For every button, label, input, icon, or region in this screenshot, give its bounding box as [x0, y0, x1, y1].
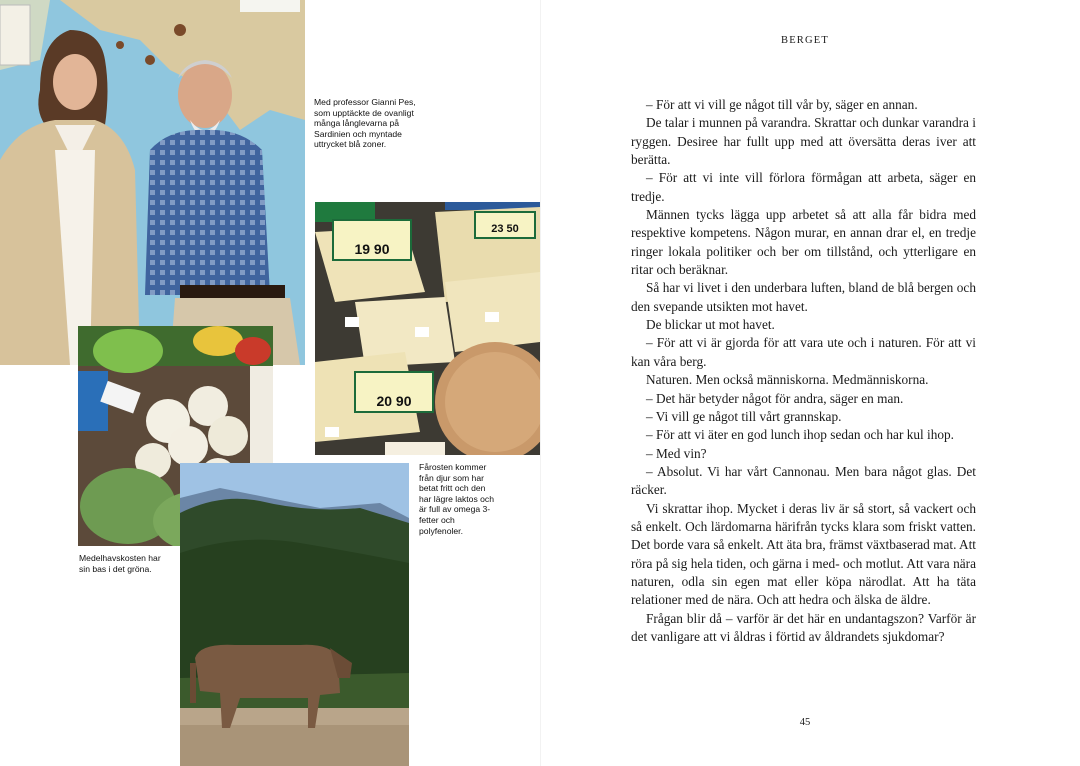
price-label: 20 90	[376, 393, 412, 409]
cheese-photo	[315, 202, 540, 455]
paragraph: Männen tycks lägga upp arbetet så att alla får bidra med respektive kompetens. Någon murar, en annan drar el, en tredje ringer lokala politiker och ber om tillstånd, och ytterligare en ritar och beräknar.	[631, 207, 976, 278]
running-head: BERGET	[780, 35, 830, 46]
paragraph: Frågan blir då – varför är det här en undantagszon? Varför är det vanligare att vi åldras i förtid av åldrandets sjukdomar?	[631, 610, 976, 644]
paragraph: Så har vi livet i den underbara luften, bland de blå bergen och den svepande utsikten mot havet.	[631, 280, 976, 314]
paragraph: – För att vi äter en god lunch ihop sedan och har kul ihop.	[646, 427, 954, 443]
mountain-cow-photo	[180, 463, 409, 766]
paragraph: – För att vi inte vill förlora förmågan att arbeta, säger en tredje.	[631, 170, 976, 204]
vegetables-caption: Medelhavskosten har sin bas i det gröna.	[79, 553, 161, 574]
paragraph: – För att vi vill ge något till vår by, säger en annan.	[646, 97, 918, 112]
paragraph: De blickar ut mot havet.	[646, 317, 775, 333]
paragraph: – Absolut. Vi har vårt Cannonau. Men bara något glas. Det räcker.	[631, 463, 976, 498]
price-label: 23 50	[491, 223, 519, 235]
paragraph: – Det här betyder något för andra, säger en man.	[646, 390, 904, 406]
paragraph: – Vi vill ge något till vårt grannskap.	[646, 408, 842, 424]
price-label: 19 90	[354, 241, 390, 257]
paragraph: Vi skrattar ihop. Mycket i deras liv är så stort, så vackert och så enkelt. Och lärdomarna härifrån tycks klara som friskt vatten. Det borde vara så enkelt. Att äta bra, främst växtbaserad mat. Att röra på sig hela tiden, och gärna i med- och motlut. Att vara nära naturen, odla sin egen mat eller köpa närodlat. Att ha täta relationer med de nära. Och att hedra och älska de äldre.	[631, 500, 976, 608]
body-text	[631, 96, 976, 646]
paragraph: De talar i munnen på varandra. Skrattar och dunkar varandra i ryggen. Desiree har fullt upp med att översätta deras iver att berätta.	[631, 115, 976, 168]
cheese-caption: Fårosten kommer från djur som har betat fritt och den har lägre laktos och är full av omega 3-fetter och polyfenoler.	[419, 462, 494, 536]
paragraph: – Med vin?	[646, 445, 707, 461]
professor-caption: Med professor Gianni Pes, som upptäckte de ovanligt många långlevarna på Sardinien och myntade uttrycket blå zoner.	[314, 97, 416, 150]
paragraph: Naturen. Men också människorna. Medmänniskorna.	[646, 372, 929, 388]
page-gutter	[540, 0, 541, 766]
paragraph: – För att vi är gjorda för att vara ute och i naturen. För att vi kan våra berg.	[631, 335, 976, 369]
page-number: 45	[799, 717, 811, 728]
professor-photo	[0, 0, 305, 365]
